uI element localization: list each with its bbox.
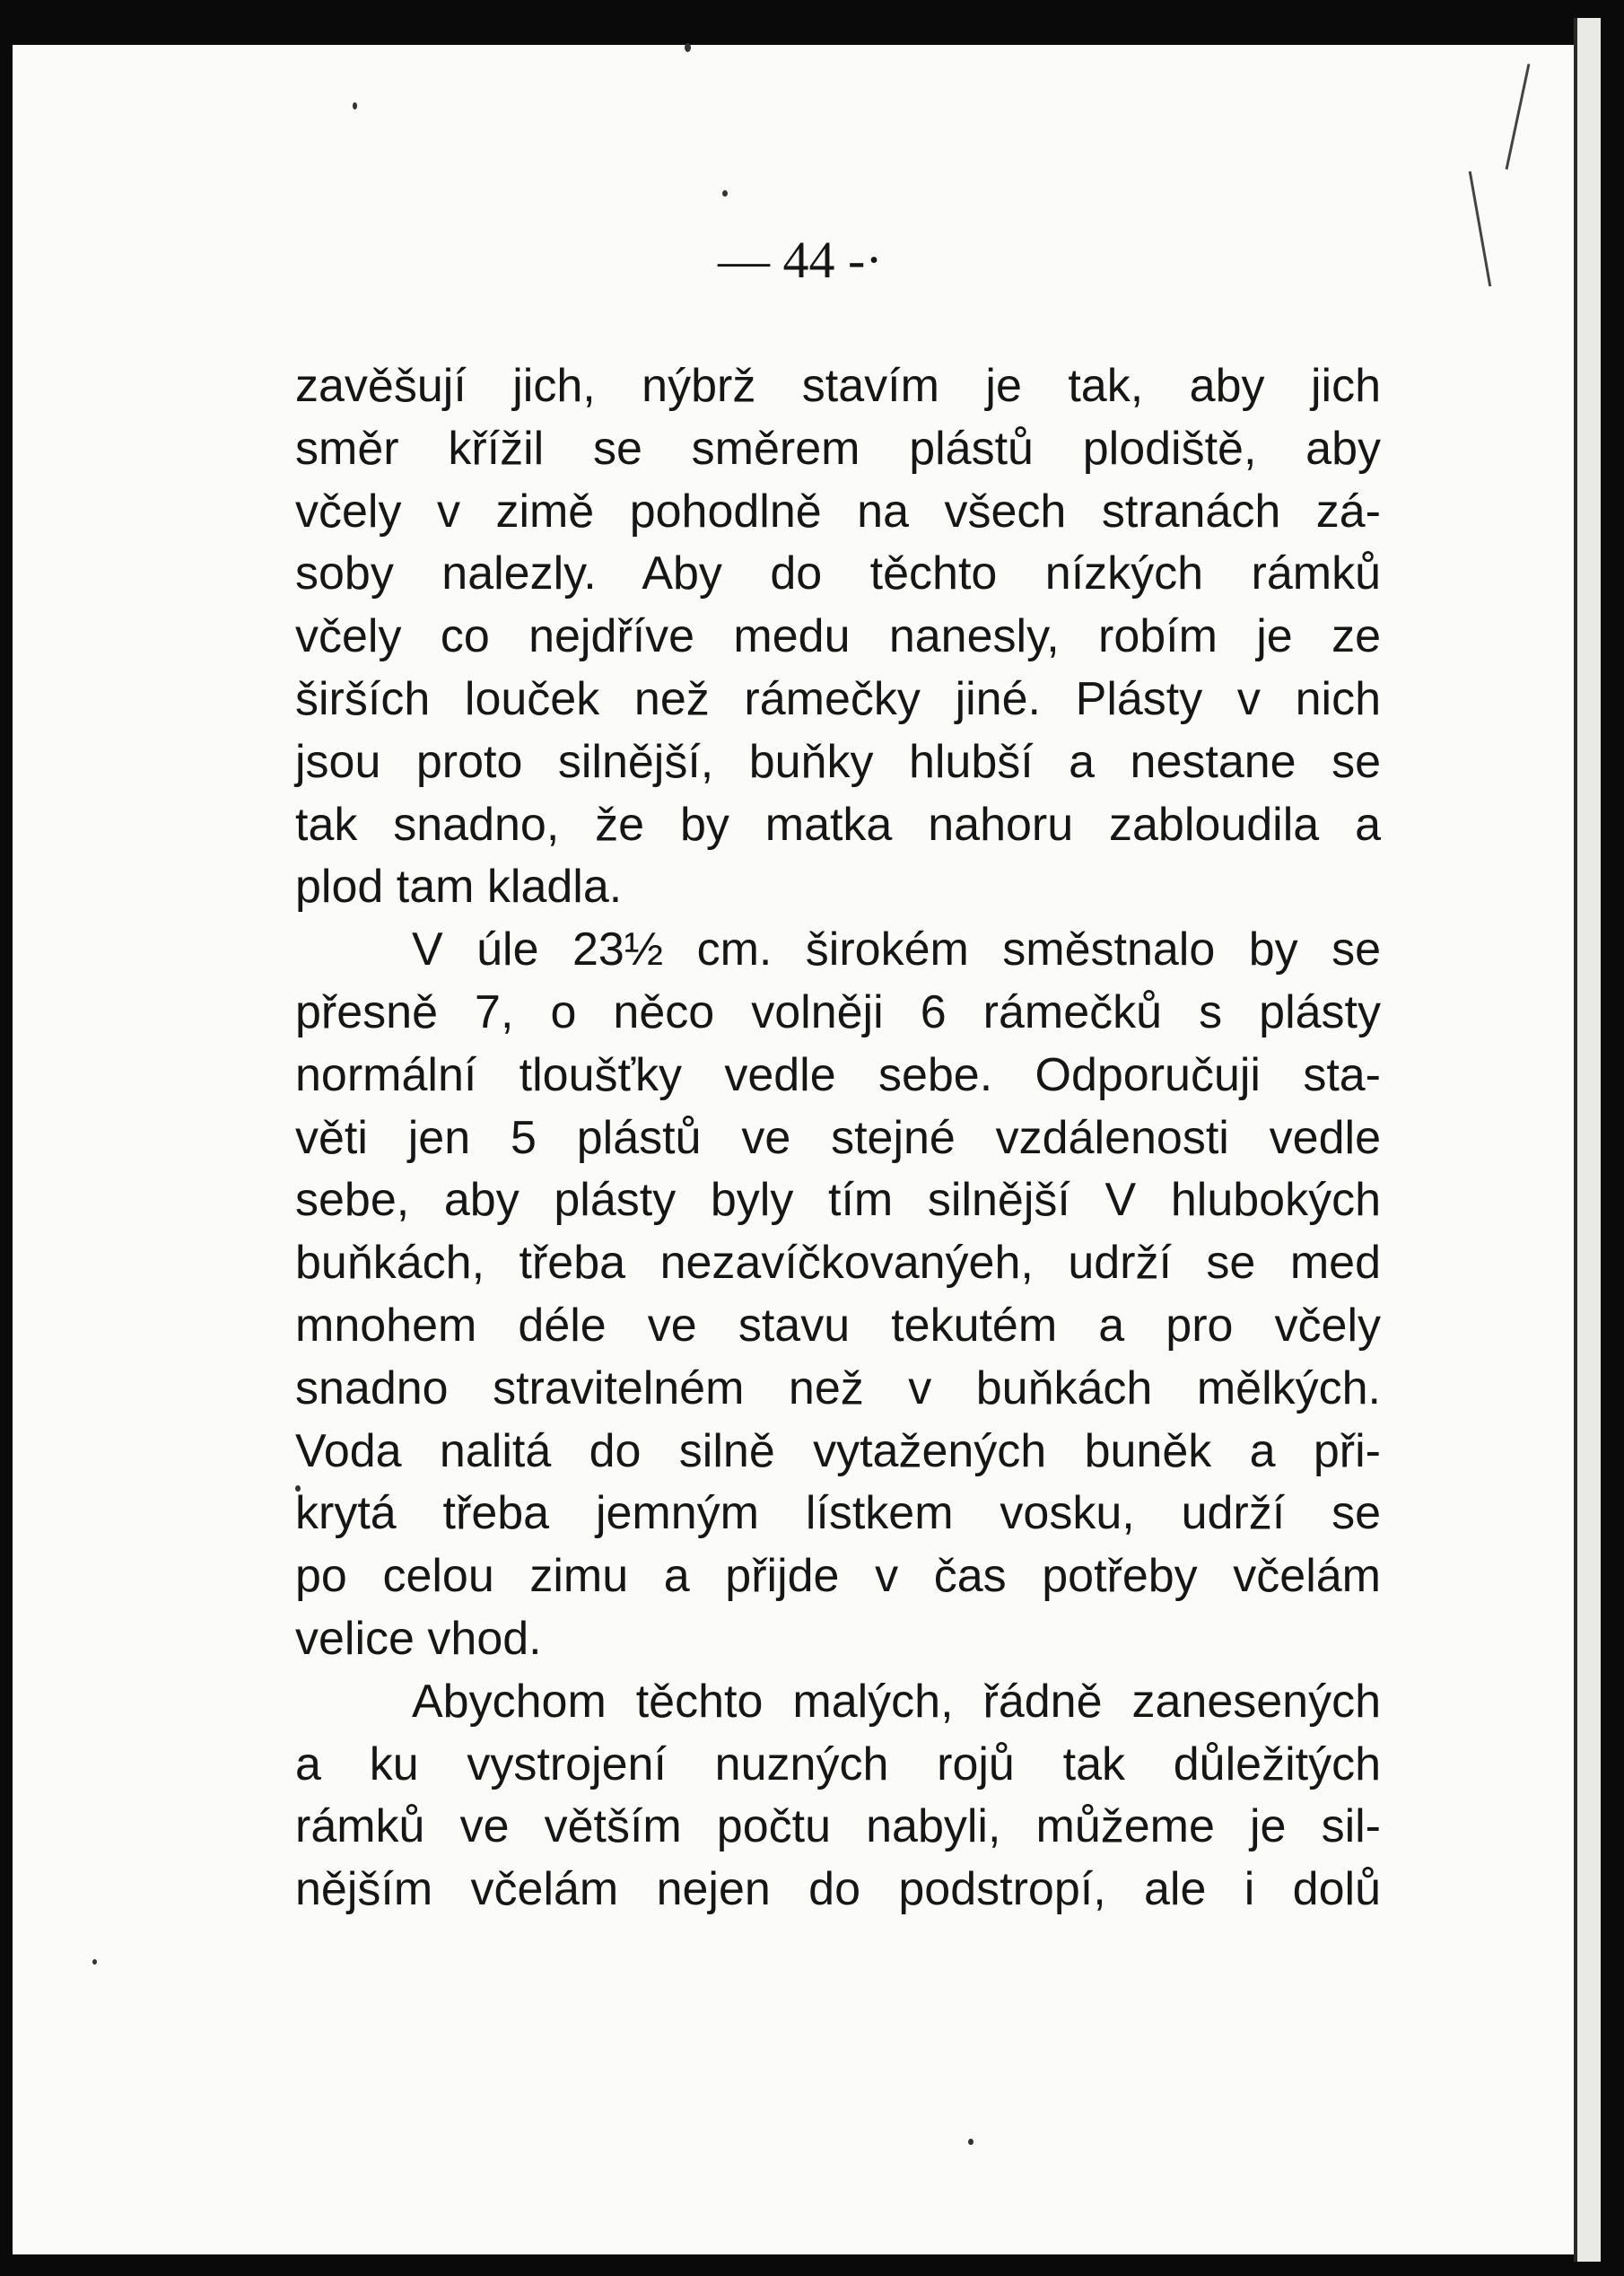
text-line: soby nalezly. Aby do těchto nízkých rámků [295,547,1381,600]
text-line: přesně 7, o něco volněji 6 rámečků s plásty [295,985,1381,1038]
dust-speck [685,43,691,52]
text-line: Voda nalitá do silně vytažených buněk a při- [295,1424,1381,1477]
text-line: zavěšují jich, nýbrž stavím je tak, aby jich [295,360,1381,412]
text-line: a ku vystrojení nuzných rojů tak důležitých [295,1738,1381,1790]
text-line: včely co nejdříve medu nanesly, robím je ze [295,610,1381,663]
page-number: — 44 -· [718,231,883,289]
page-edge-strip [1574,18,1601,2262]
text-line: po celou zimu a přijde v čas potřeby včelám [295,1550,1381,1603]
dust-speck [353,102,357,109]
dust-speck [722,190,728,197]
text-line: buňkách, třeba nezavíčkovanýeh, udrží se med [295,1237,1381,1290]
dust-speck [968,2139,974,2145]
text-line: jsou proto silnější, buňky hlubší a nestane se [295,735,1381,788]
page-body-text [295,355,1381,1921]
text-line: rámků ve větším počtu nabyli, můžeme je sil- [295,1800,1381,1853]
text-line: velice vhod. [295,1612,542,1665]
text-line: plod tam kladla. [295,861,623,914]
text-line: mnohem déle ve stavu tekutém a pro včely [295,1299,1381,1352]
text-line: normální tloušťky vedle sebe. Odporučuji sta- [295,1048,1381,1101]
text-line: Abychom těchto malých, řádně zanesených [412,1675,1381,1728]
text-line: tak snadno, že by matka nahoru zabloudila a [295,798,1381,851]
dust-speck [92,1959,97,1965]
text-line: krytá třeba jemným lístkem vosku, udrží se [295,1487,1381,1540]
text-line: věti jen 5 plástů ve stejné vzdálenosti vedle [295,1111,1381,1164]
text-line: sebe, aby plásty byly tím silnější V hlubokých [295,1174,1381,1227]
text-line: širších louček než rámečky jiné. Plásty v nich [295,672,1381,725]
text-line: včely v zimě pohodlně na všech stranách zá- [295,485,1381,538]
text-line: V úle 23½ cm. širokém směstnalo by se [412,924,1381,976]
text-line: směr křížil se směrem plástů plodiště, aby [295,422,1381,475]
text-line: snadno stravitelném než v buňkách mělkých. [295,1361,1381,1414]
text-line: nějším včelám nejen do podstropí, ale i dolů [295,1863,1381,1916]
